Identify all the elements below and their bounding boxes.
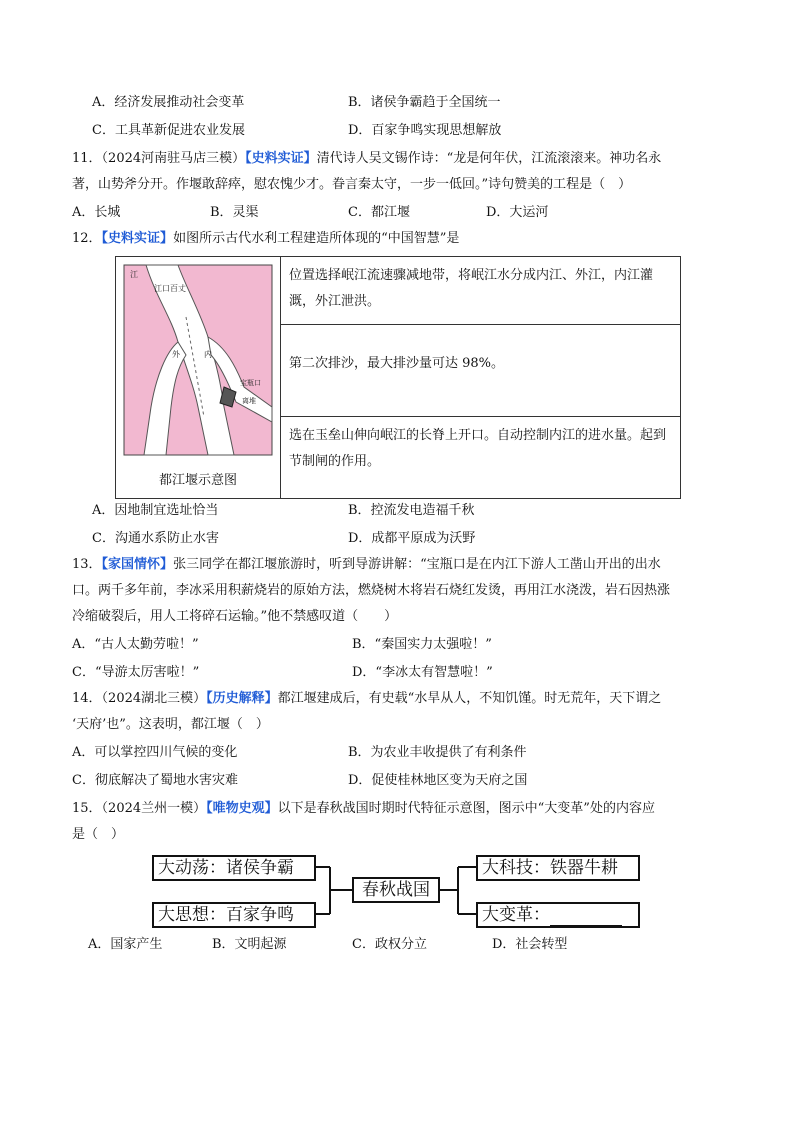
q15-diagram [150, 850, 644, 932]
q12-stem [72, 230, 459, 248]
dujiangyan-map [116, 257, 280, 462]
q13-prefix: 13． [72, 557, 102, 572]
q11-option-d: D．大运河 [486, 205, 549, 220]
q12-prefix: 12． [72, 231, 102, 246]
q12-cell-3: 选在玉垒山伸向岷江的长脊上开口。自动控制内江的进水量。起到节制闸的作用。 [289, 428, 667, 469]
q12-tag: 【史料实证】 [101, 231, 174, 246]
q14-tag: 【历史解释】 [206, 691, 278, 706]
diagram-change-label: 大变革： [482, 905, 550, 925]
q15-line1 [72, 800, 655, 818]
q14-option-b: B．为农业丰收提供了有利条件 [348, 745, 527, 760]
q14-line1 [72, 690, 661, 708]
q15-text1: 以下是春秋战国时期时代特征示意图，图示中“大变革”处的内容应 [277, 801, 655, 816]
diagram-box-center: 春秋战国 [352, 877, 440, 903]
q12-cell-1: 位置选择岷江流速骤减地带，将岷江水分成内江、外江，内江灌溉，外江泄洪。 [281, 257, 680, 325]
q11-prefix: 11．（2024河南驻马店三模） [72, 151, 246, 166]
q13-line2: 口。两千多年前，李冰采用积薪烧岩的原始方法，燃烧树木将岩石烧红发烫，再用江水浇泼，岩石因热涨 [72, 583, 671, 598]
map-label-3: 外 [172, 350, 180, 359]
q12-option-d: D．成都平原成为沃野 [348, 531, 476, 546]
q14-option-a: A．可以掌控四川气候的变化 [72, 745, 238, 760]
map-label-1: 江 [130, 270, 138, 279]
q12-cell-2: 第二次排沙，最大排沙量可达 98%。 [281, 325, 680, 417]
q12-text: 如图所示古代水利工程建造所体现的“中国智慧”是 [173, 231, 460, 246]
q13-text1: 张三同学在都江堰旅游时，听到导游讲解：“宝瓶口是在内江下游人工凿山开出的出水 [173, 557, 661, 572]
q13-option-c: C．“导游太厉害啦！” [72, 665, 200, 680]
q15-option-c: C．政权分立 [352, 937, 427, 952]
map-label-4: 内 [204, 350, 212, 359]
q10-option-d: D．百家争鸣实现思想解放 [348, 123, 502, 138]
q11-tag: 【史料实证】 [245, 151, 317, 166]
q12-option-a: A．因地制宜选址恰当 [92, 503, 219, 518]
q12-option-b: B．控流发电造福千秋 [348, 503, 475, 518]
q11-line1 [72, 150, 661, 168]
q11-line2: 著，山势斧分开。作堰敢辞瘁，慰农愧少才。眷言秦太守，一步一低回。”诗句赞美的工程是（ ） [72, 177, 632, 192]
q15-option-b: B．文明起源 [212, 937, 287, 952]
q11-option-b: B．灵渠 [210, 205, 259, 220]
diagram-box-change [476, 902, 640, 928]
q13-tag: 【家国情怀】 [101, 557, 174, 572]
diagram-box-thought: 大思想：百家争鸣 [152, 902, 316, 928]
q15-line2: 是（ ） [72, 827, 125, 842]
q12-map-cell [116, 257, 281, 498]
q11-text1: 清代诗人吴文锡作诗：“龙是何年伏，江流滚滚来。神功名永 [316, 151, 662, 166]
map-label-2: 江口百丈 [154, 284, 186, 293]
q12-table [115, 256, 681, 499]
diagram-box-turmoil: 大动荡：诸侯争霸 [152, 855, 316, 881]
q12-option-c: C．沟通水系防止水害 [92, 531, 219, 546]
map-label-6: 离堆 [242, 397, 256, 405]
q15-option-a: A．国家产生 [88, 937, 163, 952]
q11-option-c: C．都江堰 [348, 205, 410, 220]
q14-option-c: C．彻底解决了蜀地水害灾难 [72, 773, 238, 788]
q13-option-b: B．“秦国实力太强啦！” [352, 637, 492, 652]
q13-line1 [72, 556, 661, 574]
map-label-5: 宝瓶口 [240, 379, 261, 387]
q14-text1: 都江堰建成后，有史载“水旱从人，不知饥馑。时无荒年，天下谓之 [277, 691, 662, 706]
q14-prefix: 14．（2024湖北三模） [72, 691, 207, 706]
diagram-box-technology: 大科技：铁器牛耕 [476, 855, 640, 881]
q14-line2: ‘天府’也”。这表明，都江堰（ ） [72, 717, 269, 732]
q13-option-a: A．“古人太勤劳啦！” [72, 637, 199, 652]
q13-option-d: D．“李冰太有智慧啦！” [352, 665, 493, 680]
q10-option-a: A．经济发展推动社会变革 [92, 95, 245, 110]
q14-option-d: D．促使桂林地区变为天府之国 [348, 773, 528, 788]
q11-option-a: A．长城 [72, 205, 121, 220]
q13-line3: 冷缩破裂后，用人工将碎石运输。”他不禁感叹道（ ） [72, 609, 398, 624]
q15-option-d: D．社会转型 [492, 937, 568, 952]
q10-option-c: C．工具革新促进农业发展 [92, 123, 245, 138]
q15-prefix: 15．（2024兰州一模） [72, 801, 207, 816]
q15-tag: 【唯物史观】 [206, 801, 278, 816]
diagram-answer-blank [550, 907, 622, 926]
map-caption: 都江堰示意图 [158, 473, 237, 488]
q10-option-b: B．诸侯争霸趋于全国统一 [348, 95, 501, 110]
